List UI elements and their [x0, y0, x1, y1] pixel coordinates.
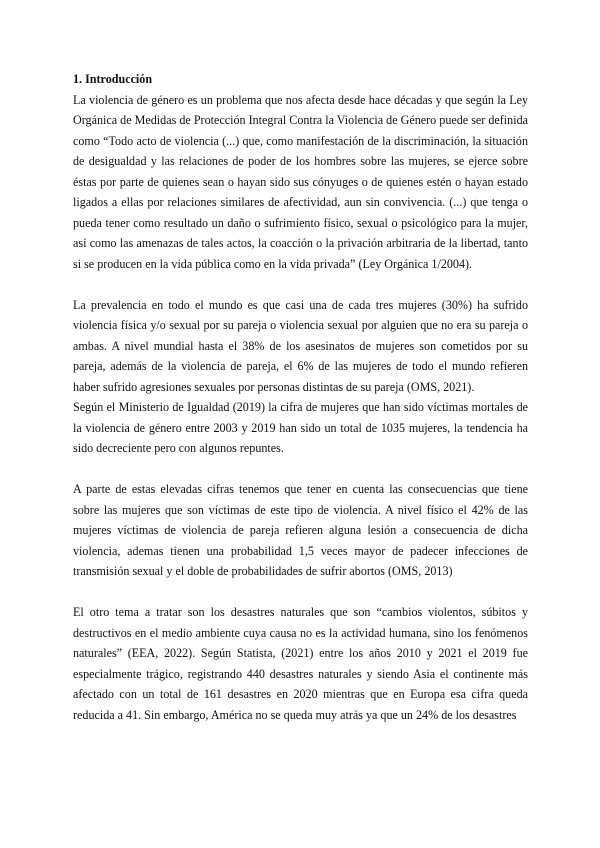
- paragraph-natural-disasters: El otro tema a tratar son los desastres naturales que son “cambios violentos, súbitos y destructivos en el medio ambiente cuya causa no es la actividad humana, sino los fenómenos naturales” (EEA, 2022). Según Statista, (2021) entre los años 2010 y 2021 el 2019 fue especialmente trágico, registrando 440 desastres naturales y siendo Asia el continente más afectado con un total de 161 desastres en 2020 mientras que en Europa esa cifra queda reducida a 41. Sin embargo, América no se queda muy atrás ya que un 24% de los desastres: [73, 605, 528, 722]
- document-body: [73, 69, 528, 725]
- paragraph-consequences: A parte de estas elevadas cifras tenemos que tener en cuenta las consecuencias que tiene sobre las mujeres que son víctimas de este tipo de violencia. A nivel físico el 42% de las mujeres víctimas de violencia de pareja refieren alguna lesión a consecuencia de dicha violencia, ademas tienen una probabilidad 1,5 veces mayor de padecer infecciones de transmisión sexual y el doble de probabilidades de sufrir abortos (OMS, 2013): [73, 482, 528, 578]
- paragraph-ministry: Según el Ministerio de Igualdad (2019) la cifra de mujeres que han sido víctimas mortales de la violencia de género entre 2003 y 2019 han sido un total de 1035 mujeres, la tendencia ha sido decreciente pero con algunos repuntes.: [73, 400, 528, 455]
- paragraph-prevalence: La prevalencia en todo el mundo es que casi una de cada tres mujeres (30%) ha sufrido violencia física y/o sexual por su pareja o violencia sexual por alguien que no era su pareja o ambas. A nivel mundial hasta el 38% de los asesinatos de mujeres son cometidos por su pareja, además de la violencia de pareja, el 6% de las mujeres de todo el mundo refieren haber sufrido agresiones sexuales por personas distintas de su pareja (OMS, 2021).: [73, 297, 528, 394]
- section-heading: 1. Introducción: [73, 72, 153, 86]
- paragraph-definition: La violencia de género es un problema que nos afecta desde hace décadas y que según la Ley Orgánica de Medidas de Protección Integral Contra la Violencia de Género puede ser definida como “Todo acto de violencia (...) que, como manifestación de la discriminación, la situación de desigualdad y las relaciones de poder de los hombres sobre las mujeres, se ejerce sobre éstas por parte de quienes sean o hayan sido sus cónyuges o de quienes estén o hayan estado ligados a ellas por relaciones similares de afectividad, aun sin convivencia. (...) que tenga o pueda tener como resultado un daño o sufrimiento físico, sexual o psicológico para la mujer, así como las amenazas de tales actos, la coacción o la privación arbitraria de la libertad, tanto si se producen en la vida pública como en la vida privada” (Ley Orgánica 1/2004).: [73, 92, 528, 271]
